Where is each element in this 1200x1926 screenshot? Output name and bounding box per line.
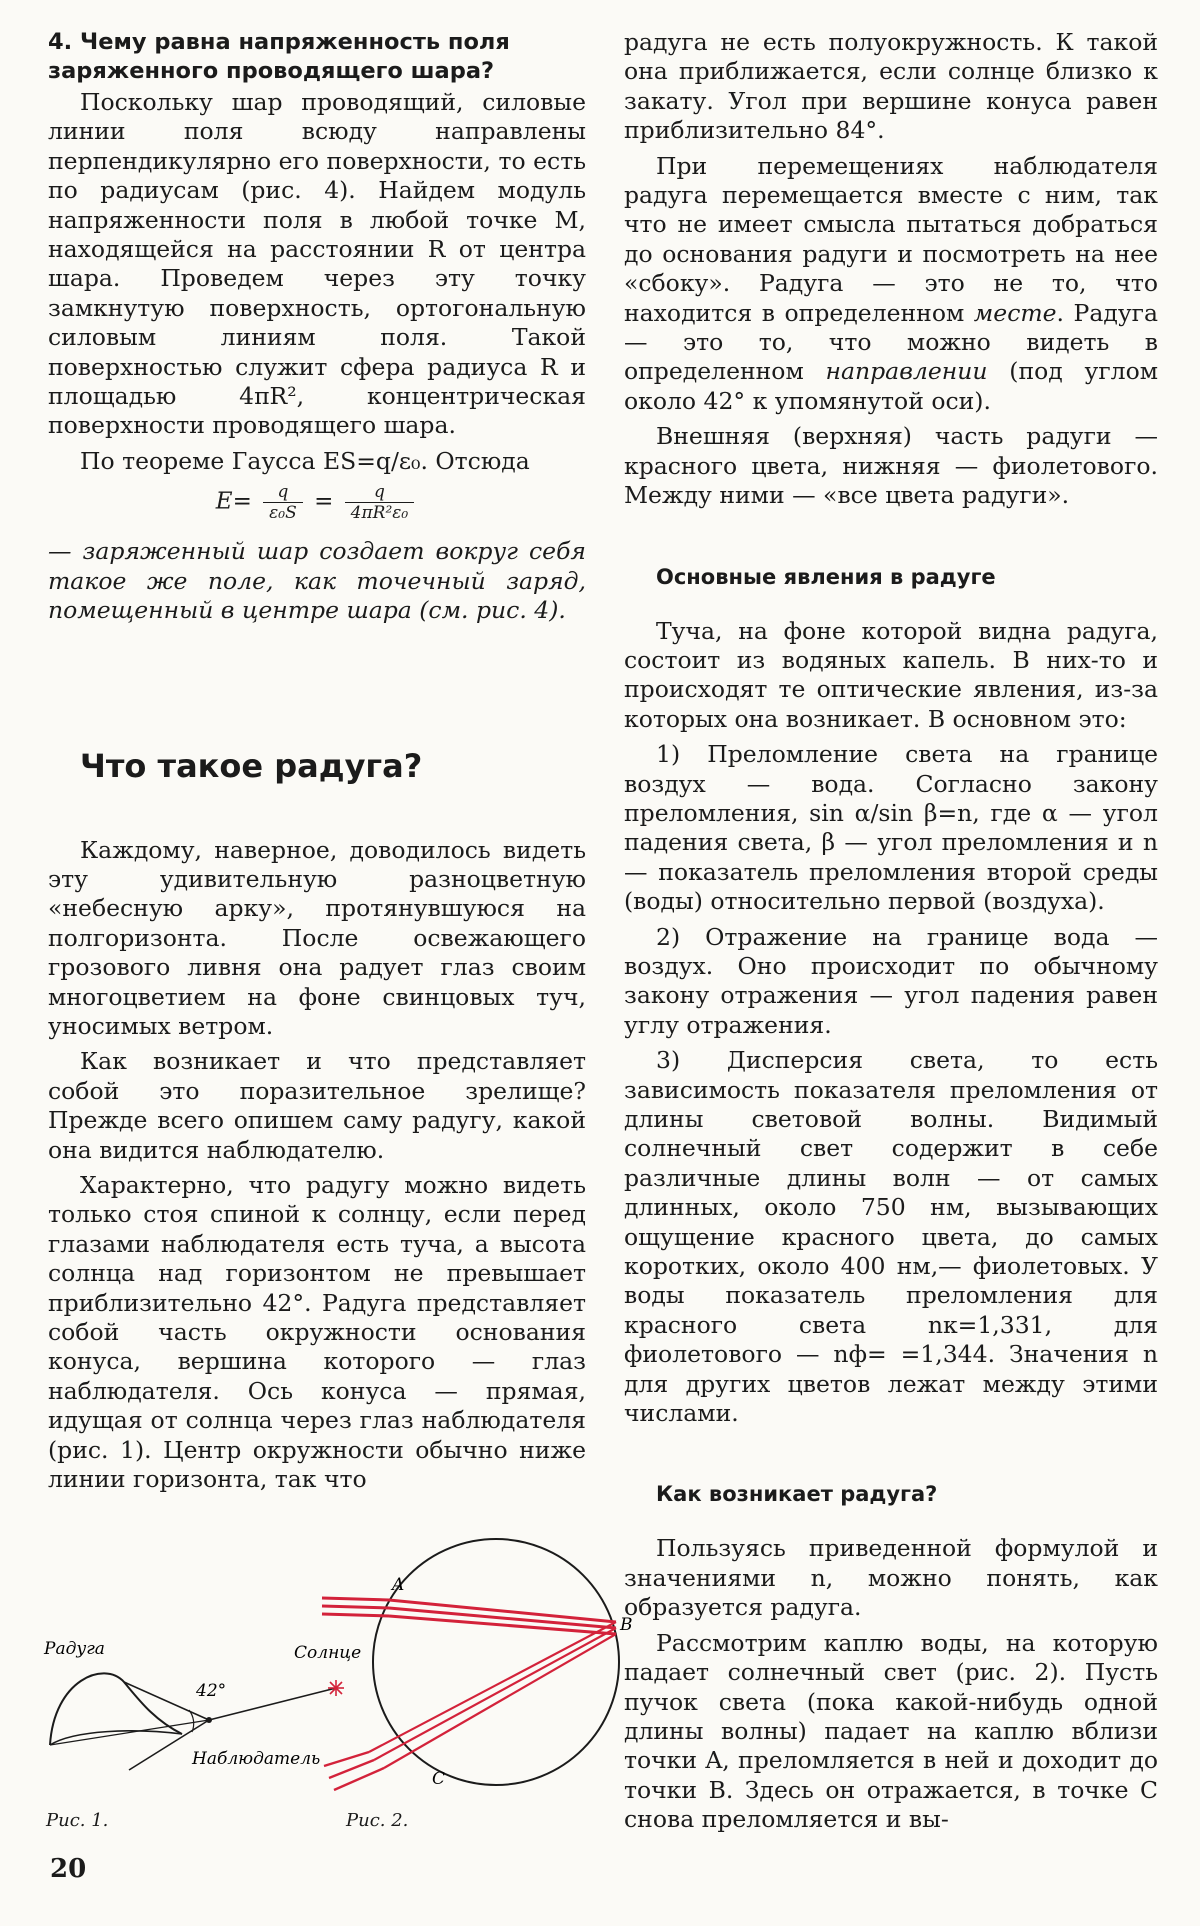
cone-side-line (50, 1720, 209, 1745)
droplet-paragraph: Рассмотрим каплю воды, на которую падает солнечный свет (рис. 2). Пусть пучок света (пока какой-нибудь одной длины волны) падает на каплю вблизи точки A, преломляется в ней и доходит до точки B. Здесь он отражается, в точке C снова преломляется и вы- (624, 1628, 1158, 1834)
formula-use-paragraph: Пользуясь приведенной формулой и значениями n, можно понять, как образуется радуга. (624, 1534, 1158, 1622)
label-observer: Наблюдатель (192, 1749, 321, 1769)
right-column (624, 28, 1158, 1841)
list-item-refraction: 1) Преломление света на границе воздух — вода. Согласно закону преломления, sin α/sin β=n, где α — угол падения света, β — угол преломления и n — показатель преломления второй среды (воды) относительно первой (воздуха). (624, 740, 1158, 916)
list-item-reflection: 2) Отражение на границе вода — воздух. Оно происходит по обычному закону отражения — угол падения равен углу отражения. (624, 922, 1158, 1039)
formula-equals: = (314, 488, 334, 515)
section-title: Что такое радуга? (80, 746, 423, 785)
cone-base-line (50, 1731, 182, 1745)
label-point-a: A (392, 1575, 405, 1595)
question-4-title: 4. Чему равна напряженность поля заряженного проводящего шара? (48, 29, 510, 84)
figure-1-cone-diagram (43, 1639, 361, 1770)
fraction-1-denominator: ε₀S (269, 503, 297, 524)
gauss-theorem-line: По теореме Гаусса ES=q/ε₀. Отсюда (80, 446, 530, 475)
label-sun: Солнце (294, 1643, 362, 1663)
figures-area (44, 1570, 633, 1840)
fraction-1 (263, 482, 303, 523)
colors-paragraph: Внешняя (верхняя) часть радуги — красного цвета, нижняя — фиолетового. Между ними — «все цвета радуги». (624, 422, 1158, 510)
list-item-dispersion: 3) Дисперсия света, то есть зависимость показателя преломления от длины световой волны. Видимый солнечный свет содержит в себе различные длины волн — от самых длинных, около 750 нм, вызывающих ощущение красного цвета, до самых коротких, около 400 нм,— фиолетовых. У воды показатель преломления для красного света nк=1,331, для фиолетового — nф= =1,344. Значения n для других цветов лежат между этими числами. (624, 1046, 1158, 1428)
emphasis-place: месте (973, 298, 1057, 327)
label-point-b: B (620, 1615, 633, 1635)
page-number: 20 (50, 1854, 87, 1884)
field-formula (48, 482, 586, 523)
intro-paragraph: Каждому, наверное, доводилось видеть эту удивительную разноцветную «небесную арку», протянувшуюся на полгоризонта. После освежающего грозового ливня она радует глаз своим многоцветием на фоне свинцовых туч, уносимых ветром. (48, 835, 586, 1040)
movement-paragraph (624, 152, 1158, 417)
observer-eye-point (206, 1717, 212, 1723)
fraction-2-numerator: q (345, 482, 415, 503)
cloud-paragraph: Туча, на фоне которой видна радуга, состоит из водяных капель. В них-то и происходят те оптические явления, из-за которых она возникает. В основном это: (624, 616, 1158, 733)
label-point-c: C (432, 1769, 446, 1789)
question-4-conclusion: — заряженный шар создает вокруг себя такое же поле, как точечный заряд, помещенный в центре шара (см. рис. 4). (48, 537, 586, 625)
figure-2-droplet-diagram (322, 1539, 633, 1790)
label-angle: 42° (196, 1681, 227, 1701)
fraction-1-numerator: q (263, 482, 303, 503)
incoming-rays (322, 1598, 389, 1616)
refracted-rays (389, 1600, 616, 1634)
movement-text-b: . Радуга — это то, что можно видеть в определенном (624, 298, 1159, 386)
subheading-how: Как возникает радуга? (656, 1482, 938, 1507)
outgoing-rays (324, 1752, 384, 1790)
figure-2-caption: Рис. 2. (346, 1810, 409, 1831)
movement-text-c: (под углом около 42° к упомянутой оси). (624, 357, 1158, 415)
question-4-paragraph: Поскольку шар проводящий, силовые линии поля всюду направлены перпендикулярно его поверхности, то есть по радиусам (рис. 4). Найдем модуль напряженности поля в любой точке M, находящейся на расстоянии R от центра шара. Проведем через эту точку замкнутую поверхность, ортогональную силовым линиям поля. Такой поверхностью служит сфера радиуса R и площадью 4πR², концентрическая поверхности проводящего шара. (48, 88, 586, 440)
question-paragraph: Как возникает и что представляет собой это поразительное зрелище? Прежде всего опишем саму радугу, какой она видится наблюдателю. (48, 1047, 586, 1164)
subheading-phenomena: Основные явления в радуге (656, 564, 996, 589)
fraction-2 (345, 482, 415, 523)
fraction-2-denominator: 4πR²ε₀ (350, 503, 409, 524)
description-paragraph: Характерно, что радугу можно видеть только стоя спиной к солнцу, если перед глазами наблюдателя есть туча, а высота солнца над горизонтом не превышает приблизительно 42°. Радуга представляет собой часть окружности основания конуса, вершина которого — глаз наблюдателя. Ось конуса — прямая, идущая от солнца через глаз наблюдателя (рис. 1). Центр окружности обычно ниже линии горизонта, так что (48, 1170, 586, 1494)
left-column (48, 28, 586, 1500)
cone-axis-line (209, 1688, 336, 1720)
label-rainbow: Радуга (44, 1639, 105, 1659)
movement-text-a: При перемещениях наблюдателя радуга перемещается вместе с ним, так что не имеет смысла пытаться добраться до основания радуги и посмотреть на нее «сбоку». Радуга — это не то, что находится в определенном (624, 151, 1158, 327)
formula-lhs: E= (215, 488, 252, 515)
continuation-paragraph: радуга не есть полуокружность. К такой она приближается, если солнце близко к закату. Угол при вершине конуса равен приблизительно 84°. (624, 28, 1158, 145)
sun-icon (328, 1680, 344, 1696)
figure-1-caption: Рис. 1. (46, 1810, 109, 1831)
figures-svg (44, 1570, 633, 1840)
water-drop-circle (373, 1539, 619, 1785)
emphasis-direction: направлении (825, 357, 988, 386)
